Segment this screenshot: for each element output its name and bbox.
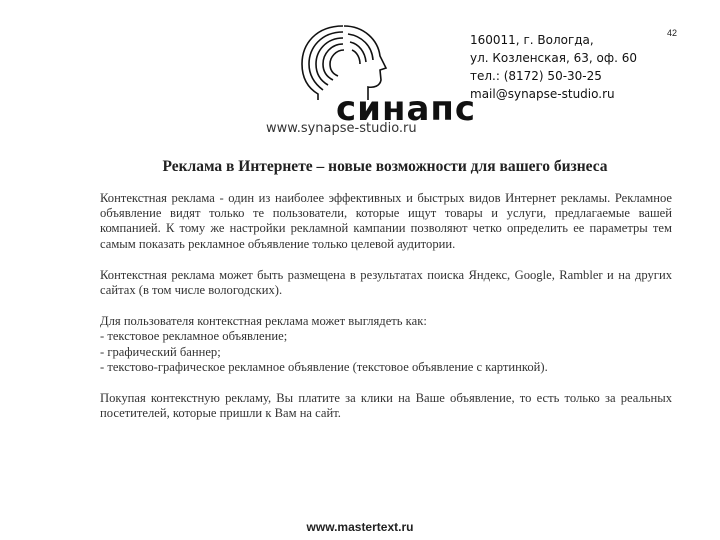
list-item: - текстово-графическое рекламное объявление (текстовое объявление с картинкой). [100,359,548,374]
ad-formats-list [100,314,672,375]
paragraph-4: Покупая контекстную рекламу, Вы платите за клики на Ваше объявление, то есть только за реальных посетителей, которые пришли к Вам на сайт. [100,391,672,421]
company-website: www.synapse-studio.ru [266,121,417,136]
footer-url: www.mastertext.ru [306,520,414,534]
contact-email: mail@synapse-studio.ru [470,87,615,101]
list-intro: Для пользователя контекстная реклама может выглядеть как: [100,314,427,329]
contact-postal: 160011, г. Вологда, [470,33,594,47]
contact-phone: тел.: (8172) 50-30-25 [470,69,602,83]
page-number: 42 [667,28,678,38]
contact-block [470,31,637,103]
contact-street: ул. Козленская, 63, оф. 60 [470,51,637,65]
document-body [100,191,672,421]
logo-wordmark: синапс [336,89,477,129]
paragraph-1: Контекстная реклама - один из наиболее эффективных и быстрых видов Интернет рекламы. Рекламное объявление видят только те пользователи, которые ищут товары и услуги, предлагаемые вашей компанией. К тому же настройки рекламной кампании позволяют четко определить ее параметры тем самым показать рекламное объявление только целевой аудитории. [100,191,672,251]
list-item: - графический баннер; [100,344,221,359]
list-item: - текстовое рекламное объявление; [100,329,288,344]
company-logo [288,22,477,129]
paragraph-2: Контекстная реклама может быть размещена в результатах поиска Яндекс, Google, Rambler и на других сайтах (в том числе вологодских). [100,267,672,298]
document-title: Реклама в Интернете – новые возможности для вашего бизнеса [162,158,608,175]
